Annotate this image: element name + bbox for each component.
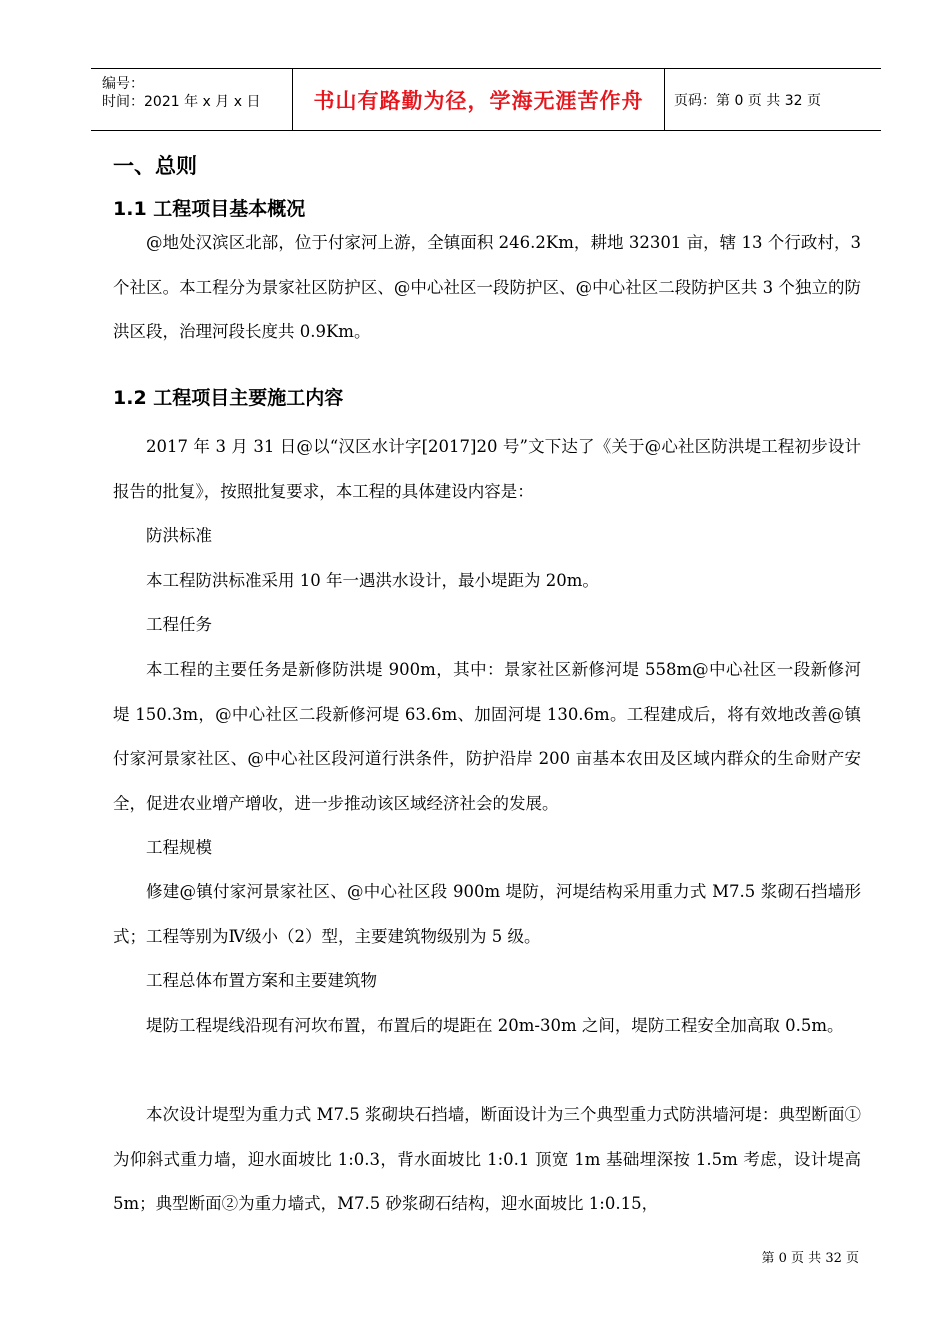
subsection-title-2: 1.2 工程项目主要施工内容 — [113, 387, 344, 409]
header-meta-cell — [91, 69, 293, 130]
paragraph-project-scale: 修建@镇付家河景家社区、@中心社区段 900m 堤防，河堤结构采用重力式 M7.5 浆砌石挡墙形式；工程等别为Ⅳ级小（2）型，主要建筑物级别为 5 级。 — [113, 882, 861, 946]
heading-layout: 工程总体布置方案和主要建筑物 — [146, 971, 377, 990]
paragraph-project-task: 本工程的主要任务是新修防洪堤 900m，其中：景家社区新修河堤 558m@中心社区一段新修河堤 150.3m，@中心社区二段新修河堤 63.6m、加固河堤 130.6m。工程建成后，将有效地改善@镇付家河景家社区、@中心社区段河道行洪条件，防护沿岸 200 亩基本农田及区域内群众的生命财产安全，促进农业增产增收，进一步推动该区域经济社会的发展。 — [113, 660, 861, 813]
paragraph-flood-standard: 本工程防洪标准采用 10 年一遇洪水设计，最小堤距为 20m。 — [146, 571, 599, 590]
number-label: 编号： — [102, 76, 144, 92]
paragraph-approval: 2017 年 3 月 31 日@以“汉区水计字[2017]20 号”文下达了《关于@心社区防洪堤工程初步设计报告的批复》，按照批复要求，本工程的具体建设内容是： — [113, 437, 861, 501]
heading-flood-standard: 防洪标准 — [146, 526, 212, 545]
heading-project-task: 工程任务 — [146, 615, 212, 634]
header-motto: 书山有路勤为径，学海无涯苦作舟 — [293, 69, 665, 130]
subsection-title-1: 1.1 工程项目基本概况 — [113, 198, 306, 220]
document-header — [91, 68, 881, 131]
section-title: 一、总则 — [113, 154, 197, 178]
paragraph-layout: 堤防工程堤线沿现有河坎布置，布置后的堤距在 20m-30m 之间，堤防工程安全加高取 0.5m。 — [146, 1016, 844, 1035]
paragraph-overview: @地处汉滨区北部，位于付家河上游，全镇面积 246.2Km，耕地 32301 亩，辖 13 个行政村，3 个社区。本工程分为景家社区防护区、@中心社区一段防护区、@中心社区二段防护区共 3 个独立的防洪区段，治理河段长度共 0.9Km。 — [113, 233, 861, 341]
page-footer: 第 0 页 共 32 页 — [761, 1251, 859, 1266]
header-page-info: 页码：第 0 页 共 32 页 — [674, 92, 821, 109]
time-label: 时间：2021 年 x 月 x 日 — [102, 94, 261, 110]
heading-project-scale: 工程规模 — [146, 838, 212, 857]
paragraph-design: 本次设计堤型为重力式 M7.5 浆砌块石挡墙，断面设计为三个典型重力式防洪墙河堤：典型断面①为仰斜式重力墙，迎水面坡比 1:0.3，背水面坡比 1:0.1 顶宽 1m 基础埋深按 1.5m 考虑，设计堤高 5m；典型断面②为重力墙式，M7.5 砂浆砌石结构，迎水面坡比 1:0.15， — [113, 1105, 861, 1213]
